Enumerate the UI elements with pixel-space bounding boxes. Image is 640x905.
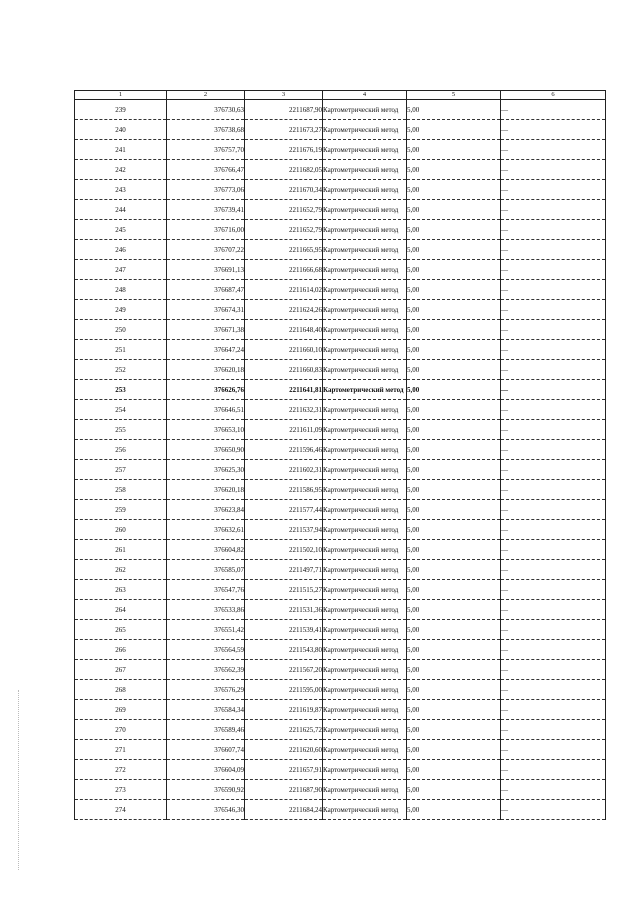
description-cell: — [501,660,606,680]
point-number: 247 [75,260,167,280]
coord-x: 376653,10 [167,420,245,440]
header-col-5: 5 [407,91,501,100]
description-cell: — [501,360,606,380]
accuracy-cell: 5,00 [407,480,501,500]
coord-x: 376620,18 [167,480,245,500]
method-cell: Картометрический метод [323,220,407,240]
table-row [75,180,606,200]
accuracy-cell: 5,00 [407,400,501,420]
description-cell: — [501,300,606,320]
table-row [75,520,606,540]
description-cell: — [501,680,606,700]
coord-x: 376625,30 [167,460,245,480]
point-number: 273 [75,780,167,800]
table-row [75,500,606,520]
coord-x: 376551,42 [167,620,245,640]
accuracy-cell: 5,00 [407,320,501,340]
table-row [75,360,606,380]
coord-x: 376691,13 [167,260,245,280]
accuracy-cell: 5,00 [407,720,501,740]
header-col-2: 2 [167,91,245,100]
coord-x: 376564,59 [167,640,245,660]
coord-y: 2211652,79 [245,200,323,220]
coord-y: 2211515,27 [245,580,323,600]
coord-x: 376738,68 [167,120,245,140]
accuracy-cell: 5,00 [407,260,501,280]
description-cell: — [501,440,606,460]
method-cell: Картометрический метод [323,640,407,660]
coord-y: 2211539,41 [245,620,323,640]
coord-y: 2211596,46 [245,440,323,460]
table-row [75,800,606,820]
method-cell: Картометрический метод [323,240,407,260]
method-cell: Картометрический метод [323,560,407,580]
coord-x: 376650,90 [167,440,245,460]
header-col-4: 4 [323,91,407,100]
accuracy-cell: 5,00 [407,580,501,600]
accuracy-cell: 5,00 [407,420,501,440]
point-number: 255 [75,420,167,440]
description-cell: — [501,480,606,500]
method-cell: Картометрический метод [323,320,407,340]
coord-x: 376647,24 [167,340,245,360]
method-cell: Картометрический метод [323,300,407,320]
method-cell: Картометрический метод [323,500,407,520]
coord-y: 2211537,94 [245,520,323,540]
coord-x: 376707,22 [167,240,245,260]
table-header [75,91,606,100]
point-number: 266 [75,640,167,660]
description-cell: — [501,720,606,740]
coord-x: 376604,82 [167,540,245,560]
coord-x: 376739,41 [167,200,245,220]
coord-y: 2211666,68 [245,260,323,280]
point-number: 259 [75,500,167,520]
coord-x: 376533,86 [167,600,245,620]
method-cell: Картометрический метод [323,380,407,400]
method-cell: Картометрический метод [323,360,407,380]
coord-x: 376620,18 [167,360,245,380]
description-cell: — [501,380,606,400]
table-row [75,240,606,260]
coord-x: 376590,92 [167,780,245,800]
accuracy-cell: 5,00 [407,220,501,240]
description-cell: — [501,120,606,140]
header-row [75,91,606,100]
point-number: 250 [75,320,167,340]
method-cell: Картометрический метод [323,100,407,120]
coord-x: 376576,29 [167,680,245,700]
point-number: 248 [75,280,167,300]
accuracy-cell: 5,00 [407,540,501,560]
table-row [75,780,606,800]
coord-y: 2211660,10 [245,340,323,360]
table-row [75,720,606,740]
accuracy-cell: 5,00 [407,120,501,140]
coord-x: 376607,74 [167,740,245,760]
coord-x: 376716,00 [167,220,245,240]
accuracy-cell: 5,00 [407,760,501,780]
coord-x: 376773,06 [167,180,245,200]
point-number: 241 [75,140,167,160]
coord-x: 376584,34 [167,700,245,720]
coord-y: 2211670,34 [245,180,323,200]
table-row [75,460,606,480]
coord-y: 2211577,44 [245,500,323,520]
table-row [75,480,606,500]
table-row [75,220,606,240]
coord-x: 376757,70 [167,140,245,160]
method-cell: Картометрический метод [323,340,407,360]
accuracy-cell: 5,00 [407,340,501,360]
method-cell: Картометрический метод [323,200,407,220]
point-number: 242 [75,160,167,180]
coord-x: 376623,84 [167,500,245,520]
coord-x: 376766,47 [167,160,245,180]
point-number: 258 [75,480,167,500]
description-cell: — [501,340,606,360]
description-cell: — [501,280,606,300]
coord-y: 2211611,09 [245,420,323,440]
method-cell: Картометрический метод [323,260,407,280]
table-row [75,640,606,660]
accuracy-cell: 5,00 [407,160,501,180]
method-cell: Картометрический метод [323,480,407,500]
coord-x: 376604,09 [167,760,245,780]
method-cell: Картометрический метод [323,520,407,540]
point-number: 240 [75,120,167,140]
table-row [75,280,606,300]
coord-x: 376632,61 [167,520,245,540]
point-number: 252 [75,360,167,380]
method-cell: Картометрический метод [323,440,407,460]
coord-y: 2211684,24 [245,800,323,820]
table-row [75,680,606,700]
method-cell: Картометрический метод [323,720,407,740]
coord-x: 376671,38 [167,320,245,340]
point-number: 263 [75,580,167,600]
coord-y: 2211586,95 [245,480,323,500]
coord-y: 2211676,19 [245,140,323,160]
coord-y: 2211632,31 [245,400,323,420]
point-number: 264 [75,600,167,620]
description-cell: — [501,100,606,120]
accuracy-cell: 5,00 [407,300,501,320]
coord-y: 2211687,90 [245,100,323,120]
accuracy-cell: 5,00 [407,620,501,640]
method-cell: Картометрический метод [323,740,407,760]
accuracy-cell: 5,00 [407,560,501,580]
accuracy-cell: 5,00 [407,500,501,520]
description-cell: — [501,560,606,580]
coord-x: 376546,30 [167,800,245,820]
table-row [75,120,606,140]
coord-y: 2211619,87 [245,700,323,720]
table-row [75,400,606,420]
point-number: 269 [75,700,167,720]
table-row [75,200,606,220]
point-number: 253 [75,380,167,400]
description-cell: — [501,700,606,720]
table-row [75,760,606,780]
accuracy-cell: 5,00 [407,240,501,260]
table-row [75,260,606,280]
table-row [75,140,606,160]
description-cell: — [501,620,606,640]
point-number: 239 [75,100,167,120]
table-row [75,420,606,440]
description-cell: — [501,760,606,780]
description-cell: — [501,540,606,560]
method-cell: Картометрический метод [323,460,407,480]
method-cell: Картометрический метод [323,120,407,140]
table-row [75,560,606,580]
point-number: 260 [75,520,167,540]
description-cell: — [501,240,606,260]
point-number: 261 [75,540,167,560]
coord-y: 2211625,72 [245,720,323,740]
accuracy-cell: 5,00 [407,800,501,820]
method-cell: Картометрический метод [323,780,407,800]
coord-y: 2211567,20 [245,660,323,680]
coord-y: 2211641,81 [245,380,323,400]
coord-y: 2211614,02 [245,280,323,300]
margin-dotted-line [18,690,20,870]
accuracy-cell: 5,00 [407,280,501,300]
table-row [75,740,606,760]
table-row [75,340,606,360]
coord-x: 376687,47 [167,280,245,300]
table-body [75,100,606,820]
accuracy-cell: 5,00 [407,460,501,480]
coord-x: 376589,46 [167,720,245,740]
table-row [75,320,606,340]
description-cell: — [501,460,606,480]
table-row [75,100,606,120]
point-number: 257 [75,460,167,480]
description-cell: — [501,180,606,200]
description-cell: — [501,740,606,760]
header-col-1: 1 [75,91,167,100]
method-cell: Картометрический метод [323,700,407,720]
coord-y: 2211595,00 [245,680,323,700]
accuracy-cell: 5,00 [407,640,501,660]
coord-y: 2211602,31 [245,460,323,480]
point-number: 268 [75,680,167,700]
point-number: 249 [75,300,167,320]
coord-y: 2211687,90 [245,780,323,800]
table-row [75,600,606,620]
coord-y: 2211673,27 [245,120,323,140]
header-col-3: 3 [245,91,323,100]
accuracy-cell: 5,00 [407,200,501,220]
coord-y: 2211648,40 [245,320,323,340]
accuracy-cell: 5,00 [407,740,501,760]
coord-y: 2211543,80 [245,640,323,660]
accuracy-cell: 5,00 [407,700,501,720]
method-cell: Картометрический метод [323,800,407,820]
point-number: 262 [75,560,167,580]
method-cell: Картометрический метод [323,580,407,600]
method-cell: Картометрический метод [323,660,407,680]
point-number: 254 [75,400,167,420]
coord-x: 376562,39 [167,660,245,680]
coord-y: 2211620,60 [245,740,323,760]
coord-y: 2211682,05 [245,160,323,180]
header-col-6: 6 [501,91,606,100]
point-number: 271 [75,740,167,760]
accuracy-cell: 5,00 [407,100,501,120]
description-cell: — [501,260,606,280]
coord-x: 376626,76 [167,380,245,400]
description-cell: — [501,420,606,440]
accuracy-cell: 5,00 [407,600,501,620]
accuracy-cell: 5,00 [407,380,501,400]
table-row [75,620,606,640]
method-cell: Картометрический метод [323,620,407,640]
table-row [75,160,606,180]
accuracy-cell: 5,00 [407,660,501,680]
accuracy-cell: 5,00 [407,440,501,460]
description-cell: — [501,600,606,620]
table-row [75,700,606,720]
point-number: 265 [75,620,167,640]
description-cell: — [501,580,606,600]
description-cell: — [501,800,606,820]
table-row [75,380,606,400]
coord-y: 2211502,10 [245,540,323,560]
coord-x: 376730,63 [167,100,245,120]
table-row [75,440,606,460]
point-number: 270 [75,720,167,740]
method-cell: Картометрический метод [323,760,407,780]
coord-y: 2211660,83 [245,360,323,380]
description-cell: — [501,520,606,540]
point-number: 272 [75,760,167,780]
description-cell: — [501,400,606,420]
coord-y: 2211657,91 [245,760,323,780]
table-row [75,660,606,680]
description-cell: — [501,160,606,180]
method-cell: Картометрический метод [323,280,407,300]
description-cell: — [501,220,606,240]
method-cell: Картометрический метод [323,400,407,420]
accuracy-cell: 5,00 [407,680,501,700]
method-cell: Картометрический метод [323,680,407,700]
method-cell: Картометрический метод [323,140,407,160]
coord-y: 2211624,26 [245,300,323,320]
point-number: 244 [75,200,167,220]
accuracy-cell: 5,00 [407,140,501,160]
description-cell: — [501,500,606,520]
description-cell: — [501,140,606,160]
coord-y: 2211665,95 [245,240,323,260]
description-cell: — [501,780,606,800]
description-cell: — [501,320,606,340]
point-number: 274 [75,800,167,820]
method-cell: Картометрический метод [323,180,407,200]
table-row [75,300,606,320]
method-cell: Картометрический метод [323,160,407,180]
method-cell: Картометрический метод [323,420,407,440]
coord-x: 376547,76 [167,580,245,600]
coord-x: 376585,07 [167,560,245,580]
method-cell: Картометрический метод [323,600,407,620]
accuracy-cell: 5,00 [407,780,501,800]
accuracy-cell: 5,00 [407,180,501,200]
coordinates-table [74,90,606,820]
coord-y: 2211531,36 [245,600,323,620]
point-number: 243 [75,180,167,200]
point-number: 267 [75,660,167,680]
table-row [75,540,606,560]
description-cell: — [501,200,606,220]
accuracy-cell: 5,00 [407,520,501,540]
point-number: 256 [75,440,167,460]
coord-x: 376646,51 [167,400,245,420]
table-row [75,580,606,600]
point-number: 251 [75,340,167,360]
point-number: 245 [75,220,167,240]
description-cell: — [501,640,606,660]
accuracy-cell: 5,00 [407,360,501,380]
method-cell: Картометрический метод [323,540,407,560]
point-number: 246 [75,240,167,260]
coord-y: 2211652,79 [245,220,323,240]
coord-x: 376674,31 [167,300,245,320]
coord-y: 2211497,71 [245,560,323,580]
